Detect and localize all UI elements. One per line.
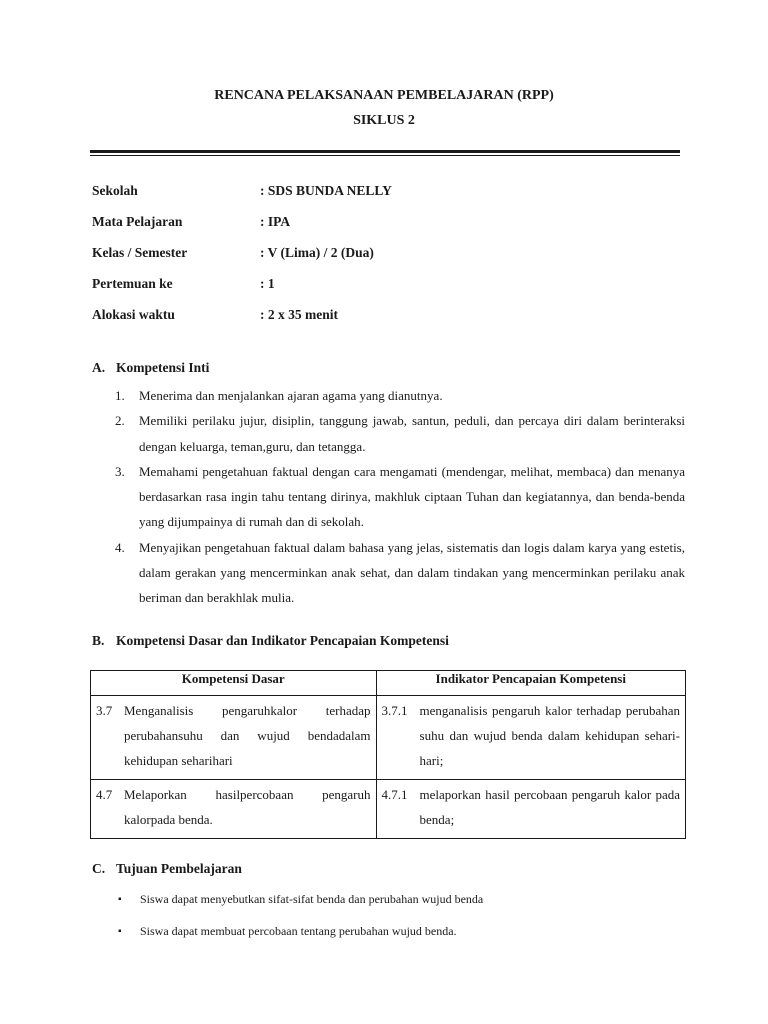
table-header-cell: Kompetensi Dasar	[91, 671, 377, 696]
list-item	[115, 408, 685, 459]
list-text: Menerima dan menjalankan ajaran agama yang dianutnya.	[139, 388, 443, 403]
list-number: 4.	[115, 539, 125, 555]
section-letter: A.	[92, 360, 106, 375]
list-text: Siswa dapat membuat percobaan tentang perubahan wujud benda.	[140, 924, 457, 938]
identity-block	[92, 182, 692, 337]
table-cell	[376, 696, 685, 780]
kd-number: 3.7	[96, 703, 113, 718]
list-number: 3.	[115, 463, 125, 479]
list-text: Menyajikan pengetahuan faktual dalam bahasa yang jelas, sistematis dan logis dalam karya yang estetis, dalam gerakan yang mencerminkan anak sehat, dan dalam tindakan yang mencerminkan perilaku anak beriman dan berakhlak mulia.	[139, 539, 685, 606]
identity-row	[92, 244, 692, 275]
ipk-text: melaporkan hasil percobaan pengaruh kalor pada benda;	[419, 787, 680, 827]
list-text: Memiliki perilaku jujur, disiplin, tanggung jawab, santun, peduli, dan percaya diri dalam berinteraksi dengan keluarga, teman,guru, dan tetangga.	[139, 413, 685, 454]
section-title: Kompetensi Dasar dan Indikator Pencapaian Kompetensi	[116, 633, 449, 648]
document-title: RENCANA PELAKSANAAN PEMBELAJARAN (RPP)	[214, 88, 554, 103]
list-item	[118, 892, 678, 924]
identity-row	[92, 275, 692, 306]
kd-text: Menganalisis pengaruhkalor terhadap perubahansuhu dan wujud bendadalam kehidupan seharihari	[124, 703, 371, 768]
section-b-heading	[92, 633, 449, 649]
table-cell	[91, 780, 377, 839]
table-cell	[376, 780, 685, 839]
list-item	[115, 383, 685, 408]
ipk-number: 4.7.1	[381, 787, 408, 802]
section-a-heading	[92, 360, 209, 376]
list-item	[118, 924, 678, 956]
header-divider-thin	[90, 155, 680, 156]
list-text: Siswa dapat menyebutkan sifat-sifat benda dan perubahan wujud benda	[140, 892, 484, 906]
ipk-number: 3.7.1	[381, 703, 408, 718]
document-subtitle: SIKLUS 2	[353, 113, 415, 128]
identity-value: : 1	[260, 276, 275, 291]
identity-row	[92, 213, 692, 244]
list-item	[115, 459, 685, 535]
section-title: Tujuan Pembelajaran	[116, 861, 242, 876]
bullet-icon: ▪	[118, 894, 122, 905]
table-row	[91, 696, 686, 780]
kd-text: Melaporkan hasilpercobaan pengaruh kalorpada benda.	[124, 787, 371, 827]
identity-label: Alokasi waktu	[92, 307, 175, 322]
identity-label: Kelas / Semester	[92, 245, 188, 260]
table-header-row	[91, 671, 686, 696]
identity-label: Mata Pelajaran	[92, 214, 183, 229]
identity-row	[92, 182, 692, 213]
identity-label: Sekolah	[92, 183, 138, 198]
section-c-heading	[92, 861, 242, 877]
kompetensi-inti-list	[115, 383, 685, 611]
table-cell	[91, 696, 377, 780]
list-number: 1.	[115, 388, 125, 403]
section-letter: B.	[92, 633, 105, 648]
identity-label: Pertemuan ke	[92, 276, 173, 291]
list-number: 2.	[115, 413, 125, 429]
list-item	[115, 535, 685, 611]
competency-table	[90, 670, 686, 839]
identity-value: : SDS BUNDA NELLY	[260, 183, 392, 198]
header-divider-thick	[90, 150, 680, 153]
identity-row	[92, 306, 692, 337]
learning-objectives-list	[118, 892, 678, 956]
table-header-cell: Indikator Pencapaian Kompetensi	[376, 671, 685, 696]
ipk-text: menganalisis pengaruh kalor terhadap perubahan suhu dan wujud benda dalam kehidupan sehari-hari;	[419, 703, 680, 768]
identity-value: : IPA	[260, 214, 291, 229]
identity-value: : V (Lima) / 2 (Dua)	[260, 245, 374, 260]
identity-value: : 2 x 35 menit	[260, 307, 338, 322]
section-title: Kompetensi Inti	[116, 360, 210, 375]
kd-number: 4.7	[96, 787, 113, 802]
section-letter: C.	[92, 861, 106, 876]
bullet-icon: ▪	[118, 926, 122, 937]
list-text: Memahami pengetahuan faktual dengan cara mengamati (mendengar, melihat, membaca) dan menanya berdasarkan rasa ingin tahu tentang dirinya, makhluk ciptaan Tuhan dan kegiatannya, dan benda-benda yang dijumpainya di rumah dan di sekolah.	[139, 463, 685, 530]
table-row	[91, 780, 686, 839]
